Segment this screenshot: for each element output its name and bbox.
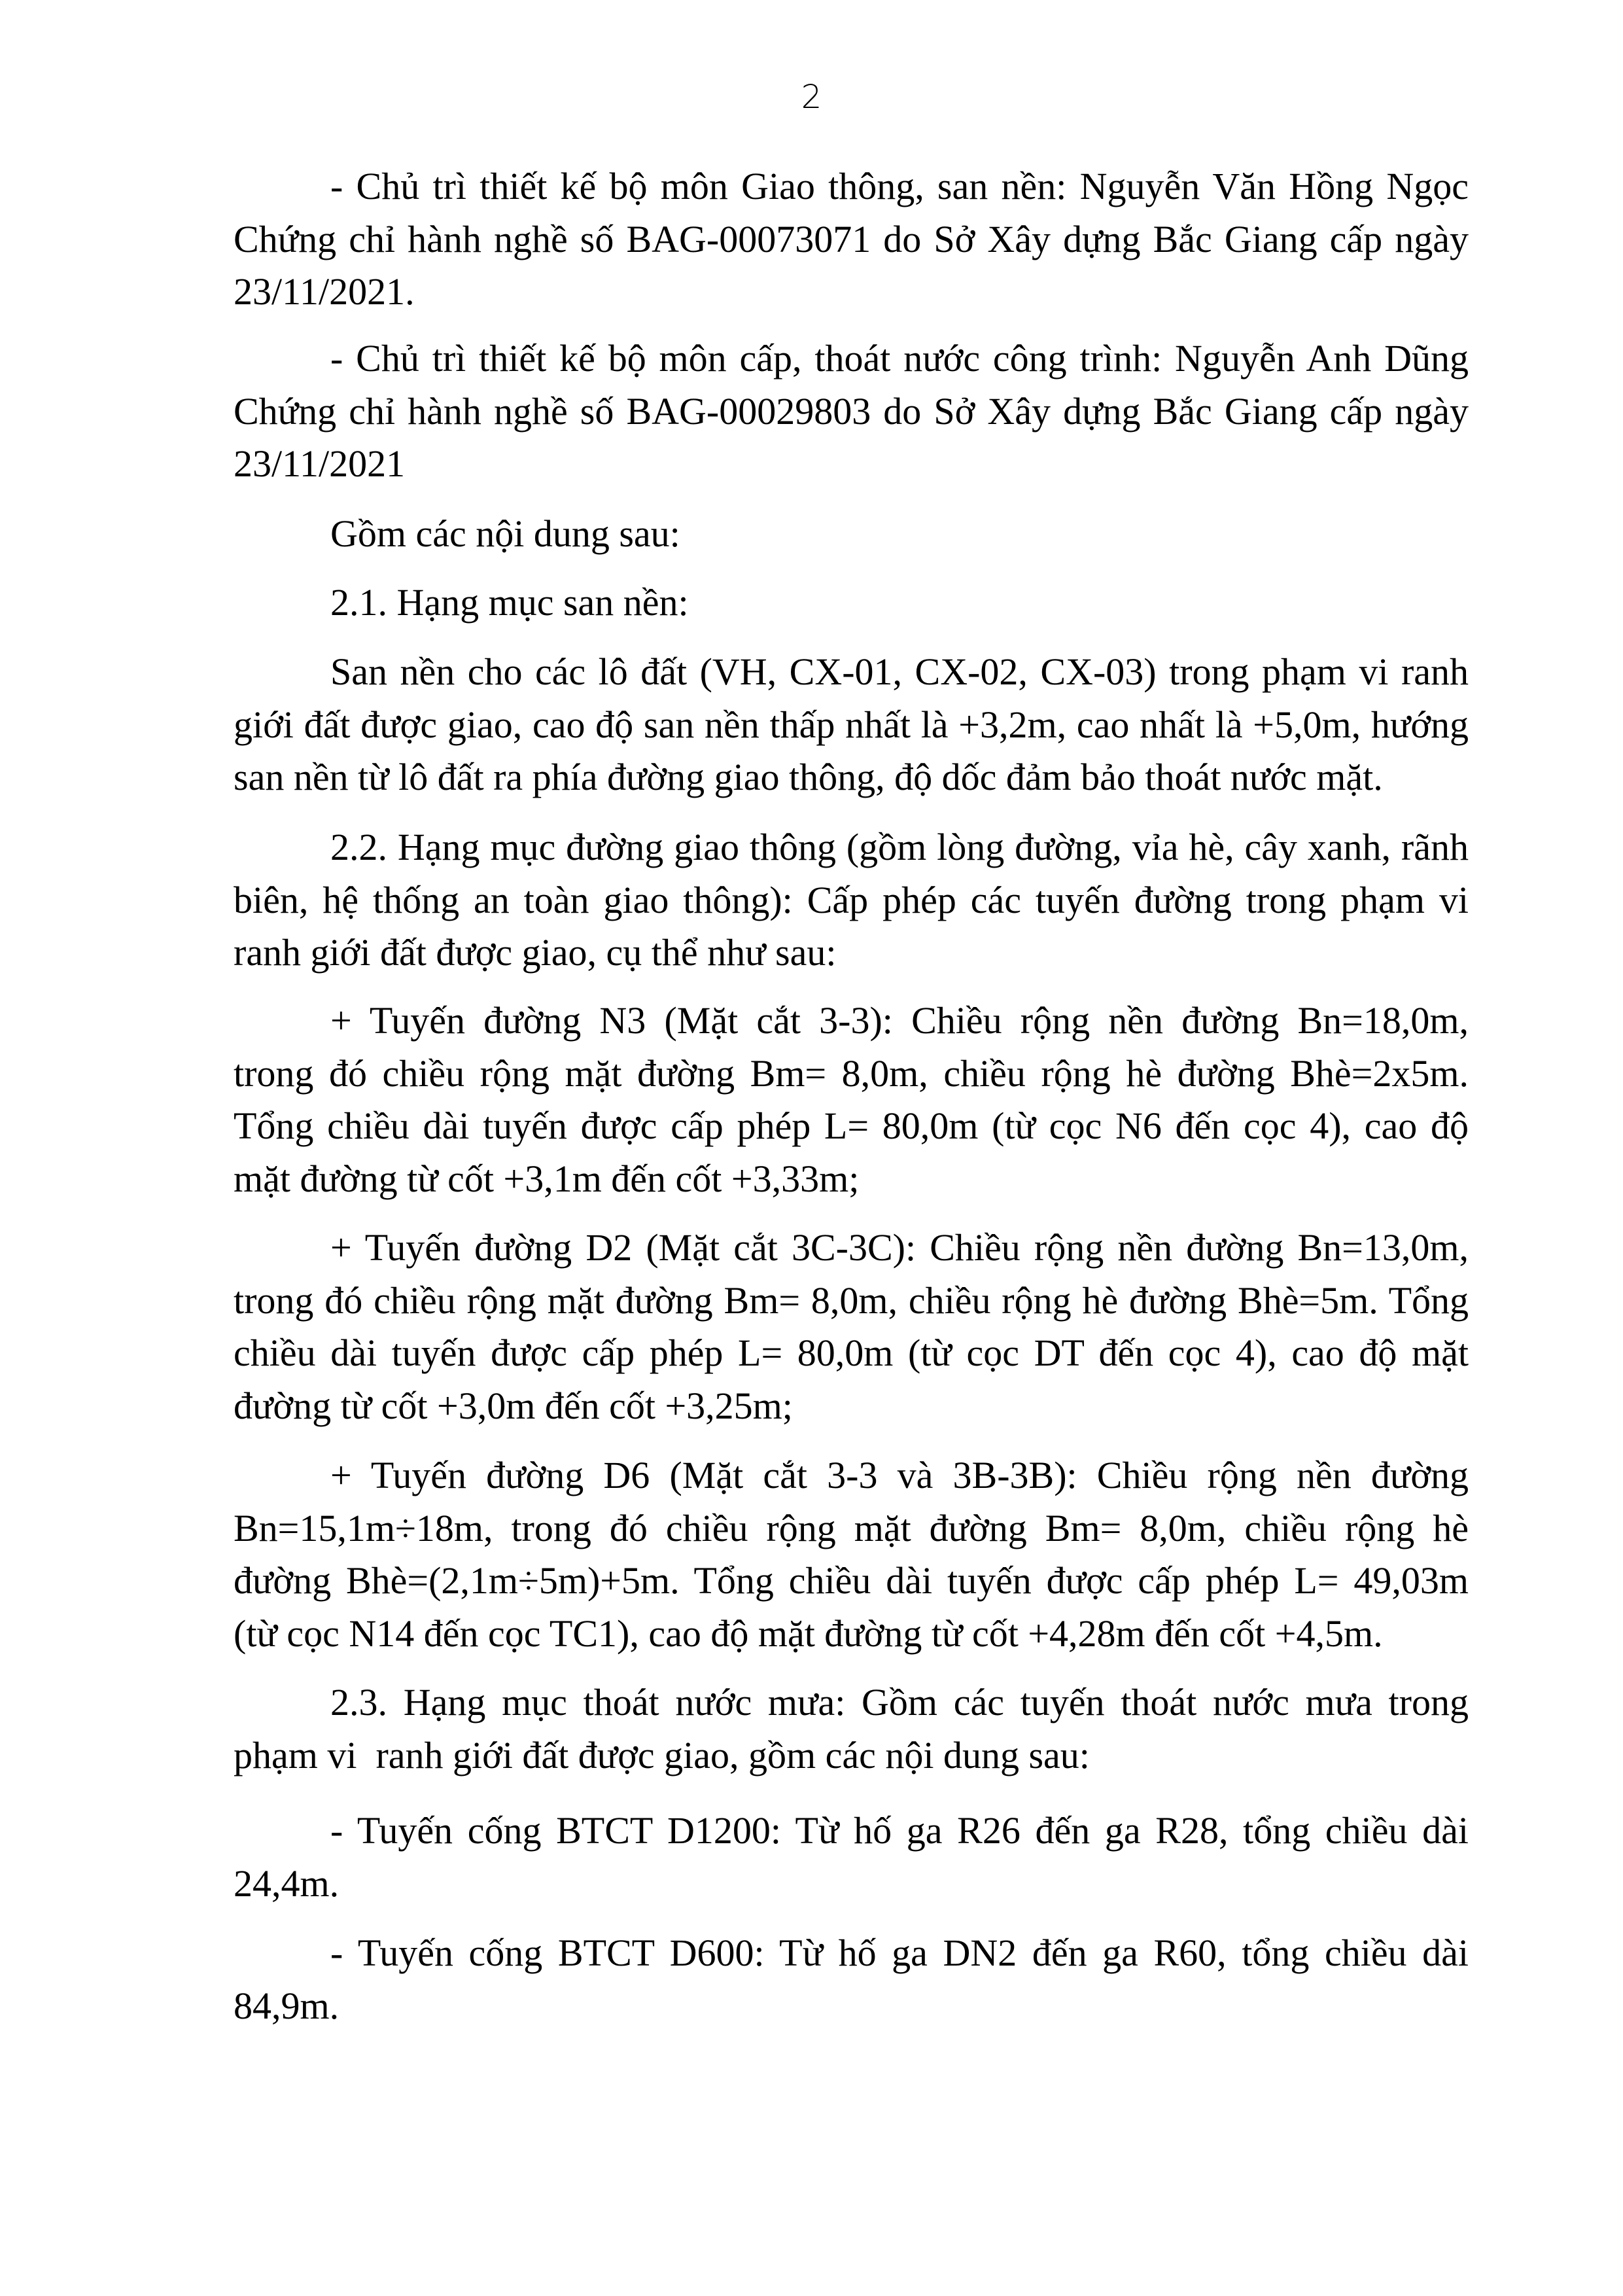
page-number: 2	[801, 78, 822, 116]
text-line: Gồm các nội dung sau:	[330, 512, 680, 555]
paragraph-designer-water	[234, 332, 1469, 491]
text-line: Chứng chỉ hành nghề số BAG-00073071 do Sở Xây dựng Bắc Giang cấp ngày	[234, 217, 1469, 260]
paragraph-road-d6	[234, 1449, 1469, 1660]
section-2-1-heading	[234, 576, 1469, 629]
text-line: + Tuyến đường D6 (Mặt cắt 3-3 và 3B-3B): Chiều rộng nền đường	[330, 1454, 1469, 1496]
text-line: mặt đường từ cốt +3,1m đến cốt +3,33m;	[234, 1157, 860, 1200]
text-line: - Tuyến cống BTCT D1200: Từ hố ga R26 đến ga R28, tổng chiều dài	[330, 1809, 1469, 1852]
text-line: san nền từ lô đất ra phía đường giao thông, độ dốc đảm bảo thoát nước mặt.	[234, 756, 1383, 798]
text-line: biên, hệ thống an toàn giao thông): Cấp phép các tuyến đường trong phạm vi	[234, 878, 1469, 921]
text-line: Tổng chiều dài tuyến được cấp phép L= 80,0m (từ cọc N6 đến cọc 4), cao độ	[234, 1104, 1469, 1147]
text-line: - Chủ trì thiết kế bộ môn Giao thông, san nền: Nguyễn Văn Hồng Ngọc	[330, 165, 1469, 207]
paragraph-culvert-d1200	[234, 1805, 1469, 1910]
text-line: trong đó chiều rộng mặt đường Bm= 8,0m, chiều rộng hè đường Bhè=5m. Tổng	[234, 1279, 1469, 1322]
paragraph-culvert-d600	[234, 1927, 1469, 2032]
text-line: + Tuyến đường D2 (Mặt cắt 3C-3C): Chiều rộng nền đường Bn=13,0m,	[330, 1226, 1469, 1269]
text-line: đường Bhè=(2,1m÷5m)+5m. Tổng chiều dài tuyến được cấp phép L= 49,03m	[234, 1559, 1469, 1602]
section-heading: 2.1. Hạng mục san nền:	[330, 581, 689, 624]
text-line: đường từ cốt +3,0m đến cốt +3,25m;	[234, 1384, 793, 1427]
text-line: Chứng chỉ hành nghề số BAG-00029803 do Sở Xây dựng Bắc Giang cấp ngày	[234, 389, 1469, 433]
text-line: giới đất được giao, cao độ san nền thấp nhất là +3,2m, cao nhất là +5,0m, hướng	[234, 703, 1469, 746]
text-line: 23/11/2021	[234, 442, 406, 485]
text-line: trong đó chiều rộng mặt đường Bm= 8,0m, chiều rộng hè đường Bhè=2x5m.	[234, 1051, 1469, 1095]
paragraph-section-2-3	[234, 1676, 1469, 1782]
text-line: San nền cho các lô đất (VH, CX-01, CX-02, CX-03) trong phạm vi ranh	[330, 650, 1469, 693]
text-line: 84,9m.	[234, 1984, 340, 2027]
text-line: + Tuyến đường N3 (Mặt cắt 3-3): Chiều rộng nền đường Bn=18,0m,	[330, 999, 1469, 1042]
paragraph-road-n3	[234, 995, 1469, 1205]
paragraph-road-d2	[234, 1222, 1469, 1432]
paragraph-designer-traffic	[234, 160, 1469, 319]
text-line: - Chủ trì thiết kế bộ môn cấp, thoát nước công trình: Nguyễn Anh Dũng	[330, 337, 1469, 380]
text-line: 24,4m.	[234, 1862, 340, 1905]
text-line: chiều dài tuyến được cấp phép L= 80,0m (từ cọc DT đến cọc 4), cao độ mặt	[234, 1332, 1469, 1374]
text-line: 2.3. Hạng mục thoát nước mưa: Gồm các tuyến thoát nước mưa trong	[330, 1681, 1469, 1723]
text-line: 2.2. Hạng mục đường giao thông (gồm lòng đường, vỉa hè, cây xanh, rãnh	[330, 826, 1469, 868]
paragraph-section-2-1-body	[234, 646, 1469, 804]
text-line: ranh giới đất được giao, cụ thể như sau:	[234, 931, 837, 974]
paragraph-contents-intro	[234, 508, 1469, 561]
text-line: Bn=15,1m÷18m, trong đó chiều rộng mặt đường Bm= 8,0m, chiều rộng hè	[234, 1506, 1469, 1549]
text-line: phạm vi ranh giới đất được giao, gồm các nội dung sau:	[234, 1733, 1090, 1776]
text-line: - Tuyến cống BTCT D600: Từ hố ga DN2 đến ga R60, tổng chiều dài	[330, 1932, 1469, 1974]
paragraph-section-2-2	[234, 821, 1469, 980]
text-line: (từ cọc N14 đến cọc TC1), cao độ mặt đường từ cốt +4,28m đến cốt +4,5m.	[234, 1612, 1383, 1655]
text-line: 23/11/2021.	[234, 270, 415, 313]
